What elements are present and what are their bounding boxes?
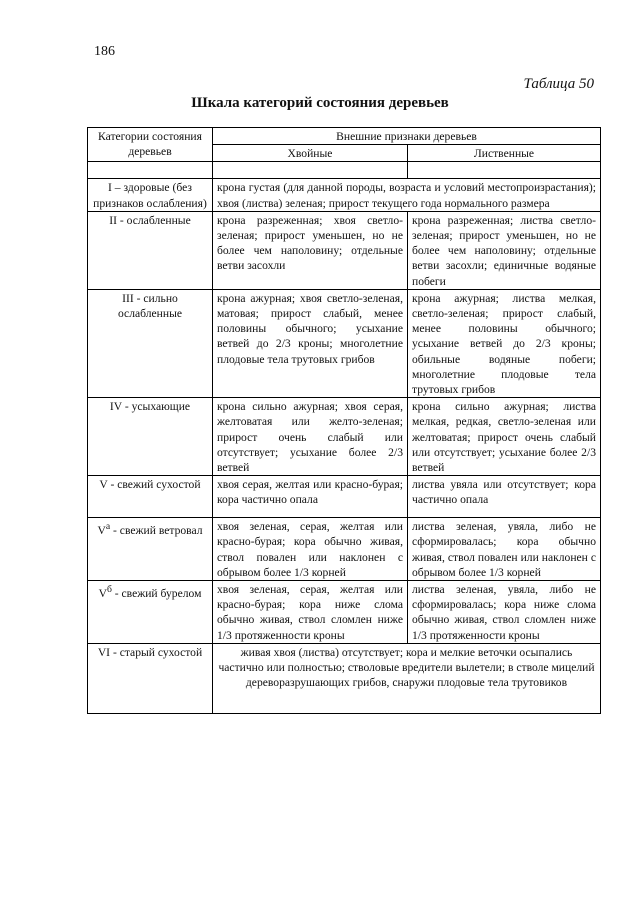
category-cell: III - сильно ослабленные: [88, 289, 213, 397]
condition-scale-table: [87, 127, 601, 714]
merged-signs-cell: живая хвоя (листва) отсутствует; кора и мелкие веточки осыпались частично или полностью; стволовые вредители вылетели; в стволе мицелий дереворазрушающих грибов, снаружи плодовые тела трутовиков: [213, 643, 601, 713]
deciduous-cell: крона разреженная; листва светло-зеленая; прирост уменьшен, но не более чем наполовину; отдельные ветви засохли; единичные водяные побеги: [408, 211, 601, 289]
category-cell: VI - старый сухостой: [88, 643, 213, 713]
spacer-row: [88, 162, 601, 179]
header-deciduous: Лиственные: [408, 145, 601, 162]
conifer-cell: крона ажурная; хвоя светло-зеленая, матовая; прирост слабый, менее половины обычного; усыхание ветвей до 2/3 кроны; многолетние плодовые тела трутовых грибов: [213, 289, 408, 397]
category-cell: [88, 518, 213, 581]
table-row: [88, 398, 601, 476]
table-row: [88, 211, 601, 289]
category-cell: IV - усыхающие: [88, 398, 213, 476]
header-external-signs: Внешние признаки деревьев: [213, 128, 601, 145]
conifer-cell: крона сильно ажурная; хвоя серая, желтоватая или желто-зеленая; прирост очень слабый или отсутствует; усыхание более 2/3 ветвей: [213, 398, 408, 476]
category-superscript: а: [105, 521, 111, 533]
deciduous-cell: листва зеленая, увяла, либо не сформировалась; кора обычно живая, ствол повален или наклонен с обрывом более 1/3 корней: [408, 518, 601, 581]
category-main: V: [97, 524, 106, 538]
table-row: [88, 476, 601, 518]
table-row: [88, 581, 601, 644]
category-rest: - свежий ветровал: [110, 524, 203, 538]
table-row: [88, 518, 601, 581]
category-main: V: [98, 586, 107, 600]
header-row: [88, 128, 601, 145]
merged-signs-cell: крона густая (для данной породы, возраста и условий местопроизрастания); хвоя (листва) зеленая; прирост текущего года нормального размера: [213, 179, 601, 211]
category-cell: V - свежий сухостой: [88, 476, 213, 518]
conifer-cell: хвоя серая, желтая или красно-бурая; кора частично опала: [213, 476, 408, 518]
table-label: Таблица 50: [523, 76, 594, 92]
category-cell: I – здоровые (без признаков ослабления): [88, 179, 213, 211]
table-row: [88, 179, 601, 211]
deciduous-cell: крона сильно ажурная; листва мелкая, редкая, светло-зеленая или желтоватая; прирост очень слабый или отсутствует; усыхание более 2/3 ветвей: [408, 398, 601, 476]
category-superscript: б: [106, 584, 112, 596]
table-row: [88, 643, 601, 713]
table-row: [88, 289, 601, 397]
conifer-cell: крона разреженная; хвоя светло-зеленая; прирост уменьшен, но не более чем наполовину; отдельные ветви засохли: [213, 211, 408, 289]
header-conifer: Хвойные: [213, 145, 408, 162]
deciduous-cell: крона ажурная; листва мелкая, светло-зеленая; прирост слабый, менее половины обычного; усыхание ветвей до 2/3 кроны; обильные водяные побеги; многолетние плодовые тела трутовых грибов: [408, 289, 601, 397]
header-category: Категории состояния деревьев: [88, 128, 213, 162]
document-title: Шкала категорий состояния деревьев: [191, 95, 449, 111]
conifer-cell: хвоя зеленая, серая, желтая или красно-бурая; кора ниже слома обычно живая, ствол сломлен ниже 1/3 протяженности кроны: [213, 581, 408, 644]
deciduous-cell: листва увяла или отсутствует; кора частично опала: [408, 476, 601, 518]
page-number: 186: [94, 44, 115, 59]
category-cell: II - ослабленные: [88, 211, 213, 289]
category-rest: - свежий бурелом: [111, 586, 202, 600]
conifer-cell: хвоя зеленая, серая, желтая или красно-бурая; кора обычно живая, ствол повален или наклонен с обрывом более 1/3 корней: [213, 518, 408, 581]
category-cell: [88, 581, 213, 644]
deciduous-cell: листва зеленая, увяла, либо не сформировалась; кора ниже слома обычно живая, ствол сломлен ниже 1/3 протяженности кроны: [408, 581, 601, 644]
